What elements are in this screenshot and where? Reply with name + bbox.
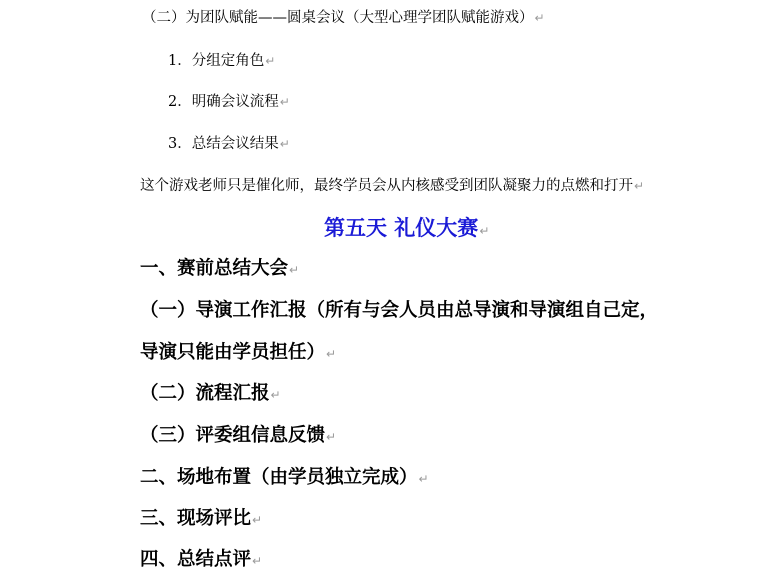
- part-one-sub-two-text: （二）流程汇报: [140, 383, 270, 404]
- step-item-text: 2．明确会议流程: [168, 94, 279, 110]
- part-three-heading: [140, 510, 262, 529]
- step-item: [168, 95, 290, 110]
- section-two-heading: [142, 11, 545, 26]
- part-one-sub-three: [140, 427, 336, 446]
- paragraph-mark-icon: ↵: [270, 388, 281, 402]
- game-note-text: 这个游戏老师只是催化师，最终学员会从内核感受到团队凝聚力的点燃和打开: [140, 178, 633, 194]
- part-four-heading-text: 四、总结点评: [140, 549, 252, 570]
- paragraph-mark-icon: ↵: [252, 513, 263, 527]
- paragraph-mark-icon: ↵: [418, 472, 429, 486]
- day-title: [324, 217, 489, 238]
- part-four-heading: [140, 551, 262, 570]
- part-one-sub-two: [140, 385, 281, 404]
- paragraph-mark-icon: ↵: [326, 430, 337, 444]
- paragraph-mark-icon: ↵: [279, 137, 290, 151]
- paragraph-mark-icon: ↵: [479, 224, 490, 238]
- paragraph-mark-icon: ↵: [279, 95, 290, 109]
- part-one-sub-one-line-two-text: 导演只能由学员担任）: [140, 342, 326, 363]
- game-note: [140, 179, 644, 194]
- paragraph-mark-icon: ↵: [289, 263, 300, 277]
- step-item-text: 1．分组定角色: [168, 53, 265, 69]
- day-title-text: 第五天 礼仪大赛: [324, 215, 479, 240]
- step-item: [168, 54, 275, 69]
- step-item: [168, 137, 290, 152]
- part-two-heading-text: 二、场地布置（由学员独立完成）: [140, 467, 418, 488]
- paragraph-mark-icon: ↵: [326, 347, 337, 361]
- part-two-heading: [140, 469, 429, 488]
- paragraph-mark-icon: ↵: [634, 179, 645, 193]
- step-item-text: 3．总结会议结果: [168, 136, 279, 152]
- part-one-sub-one-line-two: [140, 344, 336, 363]
- part-three-heading-text: 三、现场评比: [140, 508, 252, 529]
- paragraph-mark-icon: ↵: [534, 11, 545, 25]
- paragraph-mark-icon: ↵: [265, 54, 276, 68]
- paragraph-mark-icon: ↵: [252, 554, 263, 568]
- part-one-heading: [140, 260, 299, 279]
- part-one-sub-one-line-one: [140, 302, 658, 321]
- part-one-sub-one-line-one-text: （一）导演工作汇报（所有与会人员由总导演和导演组自己定，: [140, 300, 659, 321]
- part-one-sub-three-text: （三）评委组信息反馈: [140, 425, 326, 446]
- part-one-heading-text: 一、赛前总结大会: [140, 258, 289, 279]
- section-two-heading-text: （二）为团队赋能——圆桌会议（大型心理学团队赋能游戏）: [142, 10, 534, 26]
